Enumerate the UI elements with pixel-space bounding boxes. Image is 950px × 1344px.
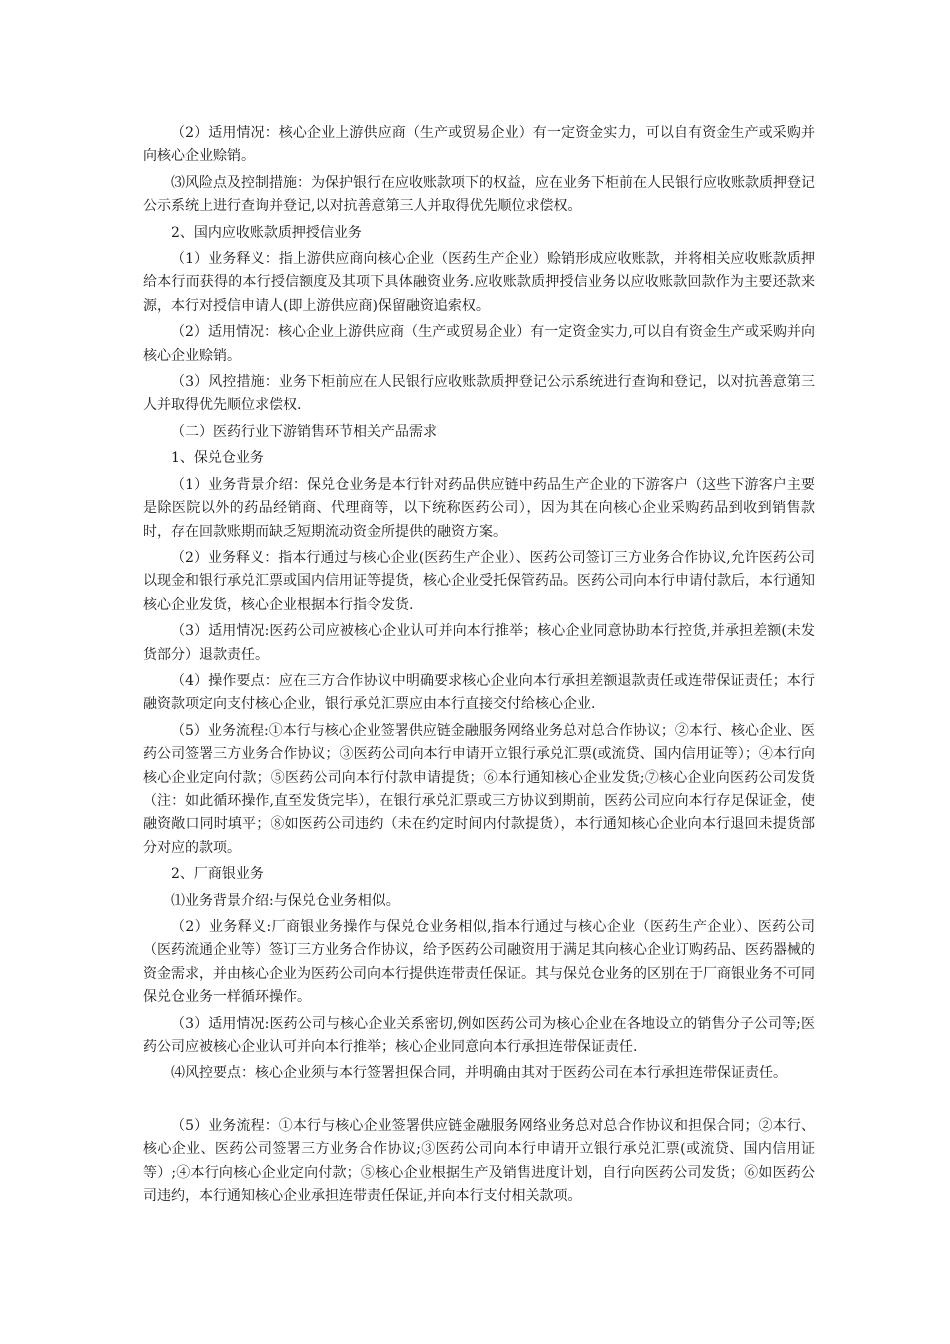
paragraph: ⑶风险点及控制措施：为保护银行在应收账款项下的权益，应在业务下柜前在人民银行应收账款质押登记公示系统上进行查询并登记,以对抗善意第三人并取得优先顺位求偿权。 — [143, 174, 815, 215]
paragraph: （5）业务流程：①本行与核心企业签署供应链金融服务网络业务总对总合作协议和担保合同；②本行、核心企业、医药公司签署三方业务合作协议;③医药公司向本行申请开立银行承兑汇票(或流贷、国内信用证等）;④本行向核心企业定向付款；⑤核心企业根据生产及销售进度计划，自行向医药公司发货；⑥如医药公司违约，本行通知核心企业承担连带责任保证,并向本行支付相关款项。 — [143, 1117, 815, 1205]
paragraph: （1）业务释义：指上游供应商向核心企业（医药生产企业）赊销形成应收账款，并将相关应收账款质押给本行而获得的本行授信额度及其项下具体融资业务.应收账款质押授信业务以应收账款回款作为主要还款来源，本行对授信申请人(即上游供应商)保留融资追索权。 — [143, 251, 815, 314]
paragraph: （3）适用情况:医药公司应被核心企业认可并向本行推举；核心企业同意协助本行控货,并承担差额(未发货部分）退款责任。 — [143, 623, 815, 663]
blank-line — [143, 1089, 815, 1115]
paragraph: ⑴业务背景介绍:与保兑仓业务相似。 — [171, 892, 400, 909]
paragraph: （3）适用情况:医药公司与核心企业关系密切,例如医药公司为核心企业在各地设立的销售分子公司等;医药公司应被核心企业认可并向本行推举；核心企业同意向本行承担连带保证责任. — [143, 1015, 815, 1056]
paragraph: （2）业务释义:厂商银业务操作与保兑仓业务相似,指本行通过与核心企业（医药生产企业）、医药公司（医药流通企业等）签订三方业务合作协议，给予医药公司融资用于满足其向核心企业订购药品、医药器械的资金需求，并由核心企业为医药公司向本行提供连带责任保证。其与保兑仓业务的区别在于厂商银业务不可同保兑仓业务一样循环操作。 — [143, 919, 815, 1006]
paragraph: （2）适用情况：核心企业上游供应商（生产或贸易企业）有一定资金实力，可以自有资金生产或采购并向核心企业赊销。 — [143, 125, 815, 165]
paragraph: （1）业务背景介绍：保兑仓业务是本行针对药品供应链中药品生产企业的下游客户（这些下游客户主要是除医院以外的药品经销商、代理商等，以下统称医药公司），因为其在向核心企业采购药品到收到销售款时，存在回款账期而缺乏短期流动资金所提供的融资方案。 — [143, 476, 815, 540]
paragraph: （5）业务流程:①本行与核心企业签署供应链金融服务网络业务总对总合作协议；②本行、核心企业、医药公司签署三方业务合作协议；③医药公司向本行申请开立银行承兑汇票(或流贷、国内信用证等）；④本行向核心企业定向付款；⑤医药公司向本行付款申请提货；⑥本行通知核心企业发货;⑦核心企业向医药公司发货（注：如此循环操作,直至发货完毕），在银行承兑汇票或三方协议到期前，医药公司应向本行存足保证金，使融资敞口同时填平；⑧如医药公司违约（未在约定时间内付款提货），本行通知核心企业向本行退回未提货部分对应的款项。 — [143, 722, 815, 856]
section-heading: 1、保兑仓业务 — [171, 450, 264, 467]
paragraph: （2）业务释义：指本行通过与核心企业(医药生产企业）、医药公司签订三方业务合作协议,允许医药公司以现金和银行承兑汇票或国内信用证等提货，核心企业受托保管药品。医药公司向本行申请付款后，本行通知核心企业发货，核心企业根据本行指令发货. — [143, 549, 815, 613]
section-heading: 2、厂商银业务 — [171, 866, 264, 883]
paragraph: （2）适用情况：核心企业上游供应商（生产或贸易企业）有一定资金实力,可以自有资金生产或采购并向核心企业赊销。 — [143, 324, 815, 364]
section-heading: （二）医药行业下游销售环节相关产品需求 — [171, 423, 437, 440]
section-heading: 2、国内应收账款质押授信业务 — [171, 224, 362, 241]
document-body — [143, 122, 815, 1211]
paragraph: （3）风控措施：业务下柜前应在人民银行应收账款质押登记公示系统进行查询和登记，以对抗善意第三人并取得优先顺位求偿权. — [143, 374, 815, 414]
paragraph: （4）操作要点：应在三方合作协议中明确要求核心企业向本行承担差额退款责任或连带保证责任；本行融资款项定向支付核心企业，银行承兑汇票应由本行直接交付给核心企业. — [143, 672, 815, 713]
paragraph: ⑷风控要点：核心企业须与本行签署担保合同，并明确由其对于医药公司在本行承担连带保证责任。 — [171, 1065, 787, 1082]
